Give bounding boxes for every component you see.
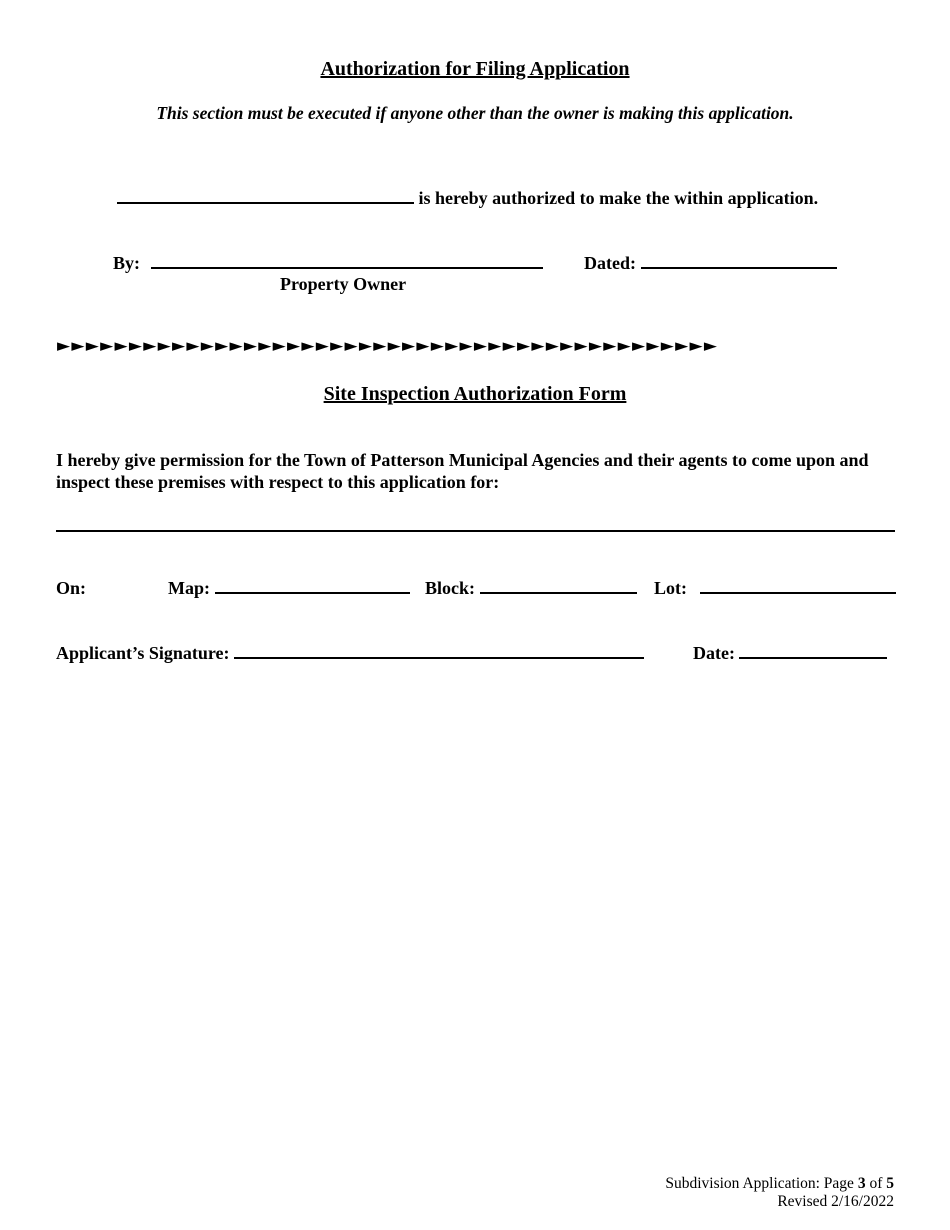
map-label: Map: <box>168 578 210 598</box>
property-owner-label: Property Owner <box>280 274 407 294</box>
block-label: Block: <box>425 578 476 598</box>
by-label: By: <box>113 253 140 273</box>
revised-date: Revised 2/16/2022 <box>777 1193 894 1210</box>
date-field[interactable] <box>739 643 887 659</box>
by-row <box>113 253 543 274</box>
page-of: of <box>865 1175 887 1192</box>
lot-field[interactable] <box>700 578 896 594</box>
page-prefix: Subdivision Application: Page <box>665 1175 858 1192</box>
permission-text: I hereby give permission for the Town of Patterson Municipal Agencies and their agents to come upon and inspect these premises with respect to this application for: <box>56 450 869 492</box>
lot-row <box>654 578 896 599</box>
applicant-signature-field[interactable] <box>234 643 644 659</box>
owner-signature-field[interactable] <box>151 253 543 269</box>
page-total: 5 <box>886 1175 894 1192</box>
application-purpose-field[interactable] <box>56 530 895 532</box>
authorized-text: is hereby authorized to make the within application. <box>418 188 819 208</box>
dated-field[interactable] <box>641 253 837 269</box>
site-title: Site Inspection Authorization Form <box>323 383 627 405</box>
authorized-person-field[interactable] <box>117 188 414 204</box>
map-field[interactable] <box>215 578 410 594</box>
dated-row <box>584 253 837 274</box>
signature-row <box>56 643 644 664</box>
map-row <box>168 578 410 599</box>
dated-label: Dated: <box>584 253 636 273</box>
authorized-row <box>117 188 818 209</box>
block-row <box>425 578 637 599</box>
page-current: 3 <box>857 1175 866 1192</box>
auth-note: This section must be executed if anyone other than the owner is making this application. <box>156 103 794 123</box>
auth-title: Authorization for Filing Application <box>320 58 630 80</box>
block-field[interactable] <box>480 578 637 594</box>
signature-label: Applicant’s Signature: <box>56 643 230 663</box>
page-number <box>665 1175 894 1193</box>
arrow-divider: ►►►►►►►►►►►►►►►►►►►►►►►►►►►►►►►►►►►►►►►►►►►►►► <box>57 336 719 356</box>
lot-label: Lot: <box>654 578 687 598</box>
date-row <box>693 643 887 664</box>
on-label: On: <box>56 578 87 598</box>
date-label: Date: <box>693 643 735 663</box>
